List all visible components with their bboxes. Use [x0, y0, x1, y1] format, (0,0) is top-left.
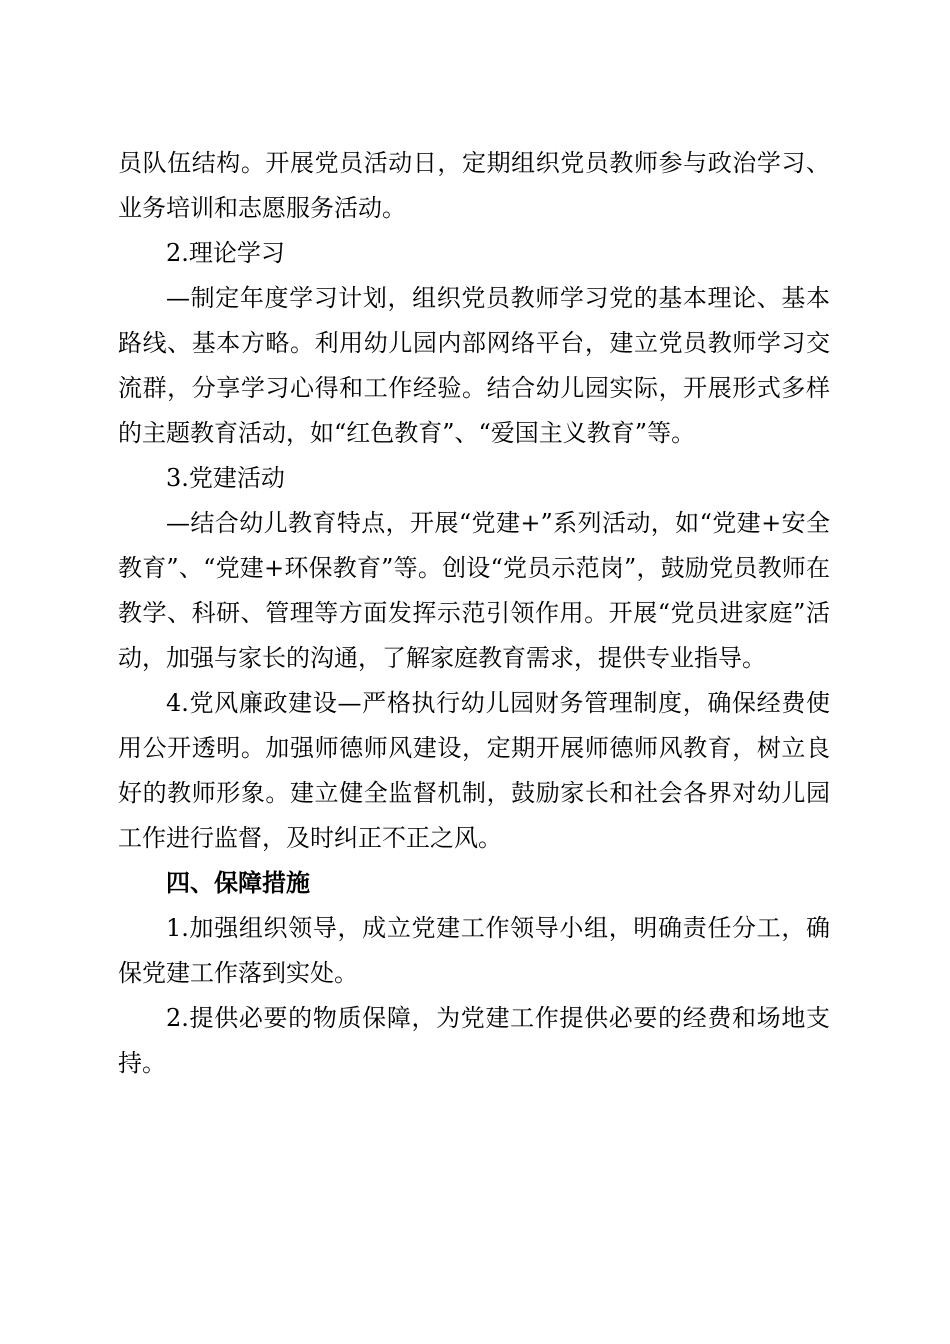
paragraph-party-activities: —结合幼儿教育特点，开展“党建+”系列活动，如“党建+安全教育”、“党建+环保教育”等。创设“党员示范岗”，鼓励党员教师在教学、科研、管理等方面发挥示范引领作用。开展“党员进家庭”活动，加强与家长的沟通，了解家庭教育需求，提供专业指导。: [118, 509, 830, 672]
paragraph-material-support: 2.提供必要的物质保障，为党建工作提供必要的经费和场地支持。: [118, 1004, 830, 1077]
paragraph-team-structure: 员队伍结构。开展党员活动日，定期组织党员教师参与政治学习、业务培训和志愿服务活动。: [118, 149, 830, 222]
paragraph-organizational-leadership: 1.加强组织领导，成立党建工作领导小组，明确责任分工，确保党建工作落到实处。: [118, 914, 830, 987]
document-body: [118, 141, 830, 1086]
section-heading-party-activities: 3.党建活动: [166, 464, 285, 492]
paragraph-theory-study: —制定年度学习计划，组织党员教师学习党的基本理论、基本路线、基本方略。利用幼儿园内部网络平台，建立党员教师学习交流群，分享学习心得和工作经验。结合幼儿园实际，开展形式多样的主题教育活动，如“红色教育”、“爱国主义教育”等。: [118, 284, 830, 447]
section-heading-theory-study: 2.理论学习: [166, 239, 285, 267]
section-heading-safeguards: 四、保障措施: [166, 869, 310, 897]
paragraph-integrity-building: 4.党风廉政建设—严格执行幼儿园财务管理制度，确保经费使用公开透明。加强师德师风建设，定期开展师德师风教育，树立良好的教师形象。建立健全监督机制，鼓励家长和社会各界对幼儿园工作进行监督，及时纠正不正之风。: [118, 689, 830, 852]
